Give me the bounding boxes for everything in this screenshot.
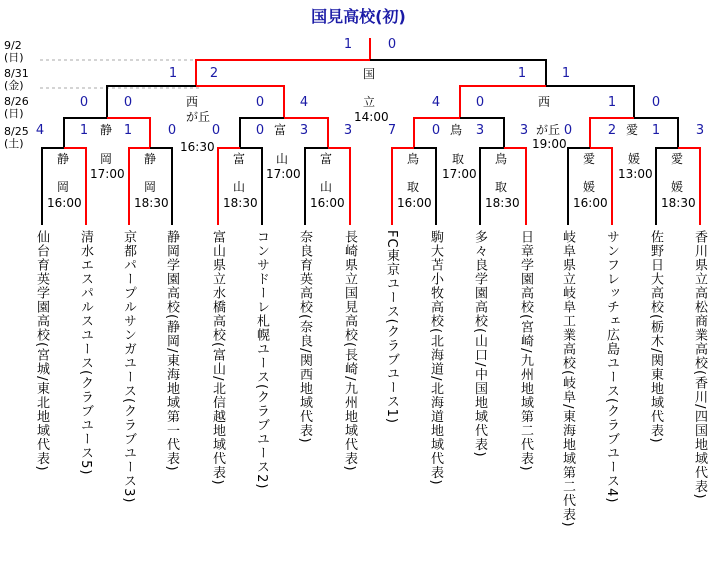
team-label bbox=[121, 230, 135, 582]
team-name: 香川県立高松商業高校 bbox=[692, 230, 707, 370]
r16-7-venue-side: 媛 bbox=[628, 152, 641, 166]
team-affiliation: (静岡/東海地域第一代表) bbox=[164, 314, 179, 472]
r16-5-venue: 鳥 bbox=[450, 123, 463, 137]
r16-5-time: 17:00 bbox=[442, 167, 477, 181]
final-score-left: 1 bbox=[343, 37, 353, 52]
final-score-right: 0 bbox=[387, 37, 397, 52]
date-semi: 8/31 bbox=[4, 67, 29, 80]
r16-4-score-right: 3 bbox=[343, 123, 353, 138]
team-affiliation: (山口/中国地域代表) bbox=[472, 328, 487, 458]
semi1-score-right: 2 bbox=[209, 66, 219, 81]
team-label bbox=[472, 230, 486, 582]
venue-8b: 媛 bbox=[671, 180, 684, 194]
team-name: 奈良育英高校 bbox=[297, 230, 312, 314]
team-label bbox=[210, 230, 224, 582]
qf3-score-left: 4 bbox=[431, 95, 441, 110]
date-r16: 8/25 bbox=[4, 125, 29, 138]
r16-5-score-right: 0 bbox=[431, 123, 441, 138]
r16-3-venue: 富 bbox=[274, 123, 287, 137]
team-affiliation: (北海道/北海道地域代表) bbox=[428, 328, 443, 486]
semi1-venue-2: が丘 bbox=[186, 110, 211, 124]
team-label bbox=[164, 230, 178, 582]
day-r16: (土) bbox=[4, 137, 24, 150]
team-name: 富山県立水橋高校 bbox=[210, 230, 225, 342]
team-affiliation: (岐阜/東海地域第二代表) bbox=[560, 370, 575, 528]
venue-3a: 富 bbox=[233, 152, 246, 166]
venue-7a: 愛 bbox=[583, 152, 596, 166]
team-affiliation: (宮城/東北地域代表) bbox=[34, 342, 49, 472]
qf1-score-left: 0 bbox=[79, 95, 89, 110]
team-affiliation: (栃木/関東地域代表) bbox=[648, 314, 663, 444]
qf4-score-left: 1 bbox=[607, 95, 617, 110]
r16-3-score-right: 0 bbox=[255, 123, 265, 138]
semi2-score-right: 1 bbox=[561, 66, 571, 81]
venue-5b: 取 bbox=[407, 180, 420, 194]
team-label bbox=[34, 230, 48, 582]
team-name: 岐阜県立岐阜工業高校 bbox=[560, 230, 575, 370]
r16-7-score-right: 2 bbox=[607, 123, 617, 138]
team-affiliation: (富山/北信越地域代表) bbox=[210, 342, 225, 486]
team-affiliation: (クラブユース1) bbox=[384, 318, 399, 424]
date-final: 9/2 bbox=[4, 39, 22, 52]
venue-2b: 岡 bbox=[144, 180, 157, 194]
venue-7-time: 16:00 bbox=[573, 196, 608, 210]
team-name: 日章学園高校 bbox=[518, 230, 533, 314]
venue-5a: 鳥 bbox=[407, 152, 420, 166]
venue-6a: 鳥 bbox=[495, 152, 508, 166]
team-affiliation: (クラブユース5) bbox=[78, 370, 93, 476]
venue-4b: 山 bbox=[320, 180, 333, 194]
r16-5-venue-side: 取 bbox=[452, 152, 465, 166]
team-label bbox=[254, 230, 268, 582]
team-name: 長崎県立国見高校 bbox=[342, 230, 357, 342]
team-name: サンフレッチェ広島ユース bbox=[604, 230, 619, 398]
final-venue-2: 立 bbox=[363, 95, 376, 109]
team-name: 多々良学園高校 bbox=[472, 230, 487, 328]
team-label bbox=[384, 230, 398, 582]
venue-8-time: 18:30 bbox=[661, 196, 696, 210]
team-name: 仙台育英学園高校 bbox=[34, 230, 49, 342]
qf4-score-right: 0 bbox=[651, 95, 661, 110]
day-quarter: (日) bbox=[4, 107, 24, 120]
round-guides bbox=[40, 60, 370, 88]
venue-7b: 媛 bbox=[583, 180, 596, 194]
r16-3-time: 17:00 bbox=[266, 167, 301, 181]
r16-1-time: 17:00 bbox=[90, 167, 125, 181]
r16-4-score-left: 3 bbox=[299, 123, 309, 138]
r16-8-score-right: 3 bbox=[695, 123, 705, 138]
venue-1-time: 16:00 bbox=[47, 196, 82, 210]
page-title: 国見高校(初) bbox=[311, 7, 406, 26]
venue-8a: 愛 bbox=[671, 152, 684, 166]
qf3-score-right: 0 bbox=[475, 95, 485, 110]
r16-7-venue: 愛 bbox=[626, 123, 639, 137]
r16-1-score-left: 4 bbox=[35, 123, 45, 138]
team-affiliation: (長崎/九州地域代表) bbox=[342, 342, 357, 472]
qf1-score-right: 0 bbox=[123, 95, 133, 110]
team-affiliation: (クラブユース2) bbox=[254, 384, 269, 490]
final-time: 14:00 bbox=[354, 110, 389, 124]
r16-7-time: 13:00 bbox=[618, 167, 653, 181]
team-label bbox=[297, 230, 311, 582]
venue-3-time: 18:30 bbox=[223, 196, 258, 210]
venue-1a: 静 bbox=[57, 152, 70, 166]
team-name: コンサドーレ札幌ユース bbox=[254, 230, 269, 384]
r16-6-score-right: 3 bbox=[519, 123, 529, 138]
team-label bbox=[428, 230, 442, 582]
semi1-venue: 西 bbox=[186, 95, 199, 109]
semi2-time: 19:00 bbox=[532, 137, 567, 151]
team-name: 清水エスパルスユース bbox=[78, 230, 93, 370]
semi2-venue-2: が丘 bbox=[536, 123, 561, 137]
semi1-score-left: 1 bbox=[168, 66, 178, 81]
team-affiliation: (クラブユース4) bbox=[604, 398, 619, 504]
team-label bbox=[560, 230, 574, 582]
r16-7-score-left: 0 bbox=[563, 123, 573, 138]
day-final: (日) bbox=[4, 51, 24, 64]
venue-2a: 静 bbox=[144, 152, 157, 166]
date-quarter: 8/26 bbox=[4, 95, 29, 108]
r16-2-score-left: 1 bbox=[123, 123, 133, 138]
venue-5-time: 16:00 bbox=[397, 196, 432, 210]
r16-1-venue: 静 bbox=[100, 123, 113, 137]
venue-1b: 岡 bbox=[57, 180, 70, 194]
r16-3-venue-side: 山 bbox=[276, 152, 289, 166]
team-name: 佐野日大高校 bbox=[648, 230, 663, 314]
qf2-score-left: 0 bbox=[255, 95, 265, 110]
semi2-venue: 西 bbox=[538, 95, 551, 109]
semi1-time: 16:30 bbox=[180, 140, 215, 154]
r16-6-score-left: 3 bbox=[475, 123, 485, 138]
team-label bbox=[648, 230, 662, 582]
r16-2-score-right: 0 bbox=[167, 123, 177, 138]
r16-8-score-left: 1 bbox=[651, 123, 661, 138]
team-label bbox=[78, 230, 92, 582]
r16-5-score-left: 7 bbox=[387, 123, 397, 138]
team-affiliation: (奈良/関西地域代表) bbox=[297, 314, 312, 444]
team-label bbox=[342, 230, 356, 582]
team-affiliation: (香川/四国地域代表) bbox=[692, 370, 707, 500]
r16-3-score-left: 0 bbox=[211, 123, 221, 138]
team-label bbox=[518, 230, 532, 582]
venue-6-time: 18:30 bbox=[485, 196, 520, 210]
team-affiliation: (宮崎/九州地域第二代表) bbox=[518, 314, 533, 472]
venue-2-time: 18:30 bbox=[134, 196, 169, 210]
r16-1-score-right: 1 bbox=[79, 123, 89, 138]
day-semi: (金) bbox=[4, 79, 24, 92]
venue-6b: 取 bbox=[495, 180, 508, 194]
team-label bbox=[604, 230, 618, 582]
qf2-score-right: 4 bbox=[299, 95, 309, 110]
r16-1-venue-side: 岡 bbox=[100, 152, 113, 166]
team-label bbox=[692, 230, 706, 582]
venue-4a: 富 bbox=[320, 152, 333, 166]
venue-3b: 山 bbox=[233, 180, 246, 194]
venue-4-time: 16:00 bbox=[310, 196, 345, 210]
team-name: 静岡学園高校 bbox=[164, 230, 179, 314]
team-name: 駒大苫小牧高校 bbox=[428, 230, 443, 328]
team-affiliation: (クラブユース3) bbox=[121, 398, 136, 504]
team-name: FC東京ユース bbox=[384, 230, 399, 319]
final-venue-1: 国 bbox=[363, 67, 376, 81]
team-name: 京都パープルサンガユース bbox=[121, 230, 136, 398]
semi2-score-left: 1 bbox=[517, 66, 527, 81]
